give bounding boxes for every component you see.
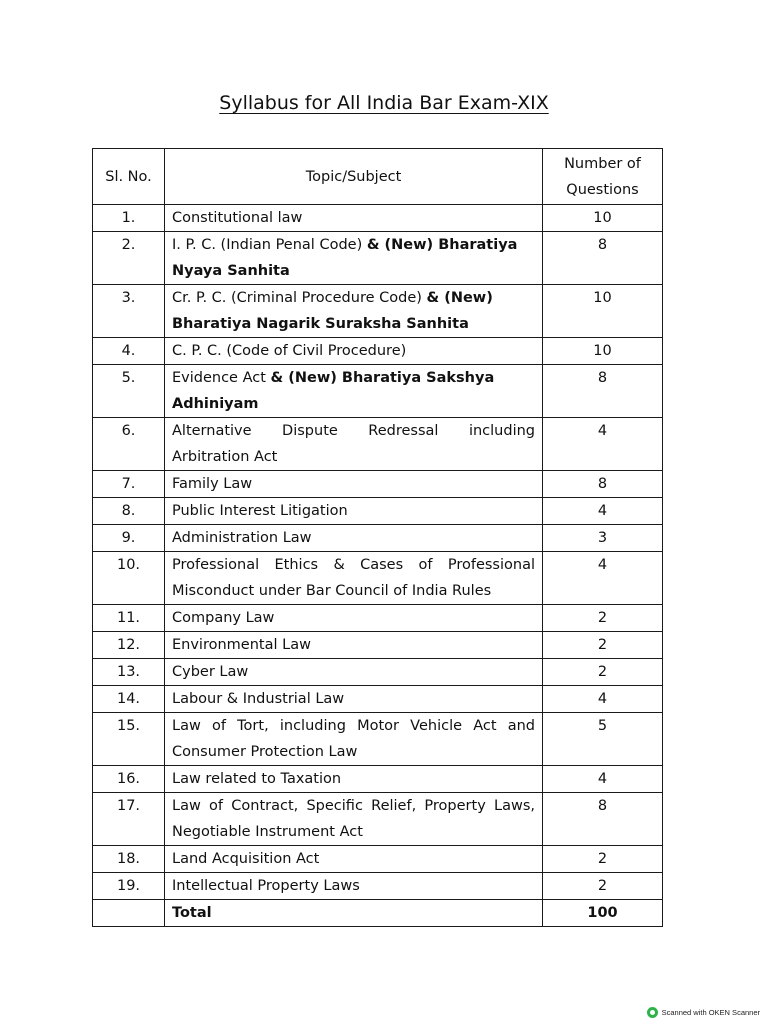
- row-topic: [165, 471, 543, 498]
- row-question-count: 8: [543, 365, 663, 418]
- row-question-count: 2: [543, 846, 663, 873]
- row-topic: [165, 793, 543, 846]
- row-question-count: 2: [543, 659, 663, 686]
- scanner-watermark-text: Scanned with OKEN Scanner: [661, 1008, 760, 1017]
- row-topic: [165, 232, 543, 285]
- row-topic: [165, 338, 543, 365]
- row-sl-no: 15.: [93, 713, 165, 766]
- row-question-count: 4: [543, 418, 663, 471]
- row-topic-text: Professional Ethics & Cases of Professional Misconduct under Bar Council of India Rules: [172, 557, 535, 599]
- row-question-count: 4: [543, 686, 663, 713]
- row-topic-text: Alternative Dispute Redressal including Arbitration Act: [172, 423, 535, 465]
- total-label: Total: [165, 900, 543, 927]
- row-sl-no: 8.: [93, 498, 165, 525]
- row-sl-no: 13.: [93, 659, 165, 686]
- row-topic-text: Company Law: [172, 610, 275, 626]
- header-question-count: Number of Questions: [543, 149, 663, 205]
- row-sl-no: 6.: [93, 418, 165, 471]
- row-sl-no: 11.: [93, 605, 165, 632]
- row-topic: [165, 205, 543, 232]
- table-body: [93, 205, 663, 900]
- row-topic-text: Intellectual Property Laws: [172, 878, 360, 894]
- row-sl-no: 10.: [93, 552, 165, 605]
- row-sl-no: 7.: [93, 471, 165, 498]
- row-topic-text: Law of Contract, Specific Relief, Property Laws, Negotiable Instrument Act: [172, 798, 535, 840]
- row-sl-no: 5.: [93, 365, 165, 418]
- row-question-count: 3: [543, 525, 663, 552]
- row-topic-text: Labour & Industrial Law: [172, 691, 345, 707]
- row-sl-no: 12.: [93, 632, 165, 659]
- row-sl-no: 9.: [93, 525, 165, 552]
- row-question-count: 5: [543, 713, 663, 766]
- table-header-row: [93, 149, 663, 205]
- oken-scanner-logo-icon: [647, 1007, 658, 1018]
- table-row: [93, 793, 663, 846]
- table-row: [93, 605, 663, 632]
- row-topic-new-law: & (New) Bharatiya Sakshya Adhiniyam: [172, 370, 495, 412]
- scanner-watermark: [647, 1007, 760, 1018]
- row-topic: [165, 873, 543, 900]
- row-topic: [165, 766, 543, 793]
- table-row: [93, 285, 663, 338]
- table-row: [93, 552, 663, 605]
- row-topic-text: Public Interest Litigation: [172, 503, 348, 519]
- row-sl-no: 17.: [93, 793, 165, 846]
- table-row: [93, 873, 663, 900]
- row-question-count: 8: [543, 471, 663, 498]
- row-topic: [165, 632, 543, 659]
- table-row: [93, 471, 663, 498]
- row-sl-no: 1.: [93, 205, 165, 232]
- table-row: [93, 498, 663, 525]
- row-topic: [165, 418, 543, 471]
- row-topic-text: Constitutional law: [172, 210, 303, 226]
- row-topic-text: Law related to Taxation: [172, 771, 342, 787]
- row-question-count: 8: [543, 793, 663, 846]
- row-topic-text: Cyber Law: [172, 664, 249, 680]
- row-topic: [165, 552, 543, 605]
- table-row: [93, 659, 663, 686]
- header-topic: Topic/Subject: [165, 149, 543, 205]
- table-row: [93, 686, 663, 713]
- row-topic-text: Administration Law: [172, 530, 312, 546]
- row-sl-no: 4.: [93, 338, 165, 365]
- row-topic-text: Law of Tort, including Motor Vehicle Act and Consumer Protection Law: [172, 718, 535, 760]
- row-question-count: 2: [543, 873, 663, 900]
- row-topic: [165, 713, 543, 766]
- row-question-count: 10: [543, 338, 663, 365]
- header-sl-no: Sl. No.: [93, 149, 165, 205]
- table-row: [93, 846, 663, 873]
- row-question-count: 10: [543, 205, 663, 232]
- table-row: [93, 232, 663, 285]
- table-row: [93, 525, 663, 552]
- row-question-count: 2: [543, 605, 663, 632]
- row-sl-no: 14.: [93, 686, 165, 713]
- row-topic-text: Evidence Act: [172, 370, 266, 386]
- row-question-count: 4: [543, 766, 663, 793]
- row-topic-text: C. P. C. (Code of Civil Procedure): [172, 343, 407, 359]
- table-row: [93, 632, 663, 659]
- total-row: [93, 900, 663, 927]
- row-question-count: 8: [543, 232, 663, 285]
- row-topic-text: Environmental Law: [172, 637, 311, 653]
- row-topic-text: Cr. P. C. (Criminal Procedure Code): [172, 290, 422, 306]
- row-sl-no: 19.: [93, 873, 165, 900]
- row-topic-text: Land Acquisition Act: [172, 851, 320, 867]
- row-question-count: 2: [543, 632, 663, 659]
- row-sl-no: 18.: [93, 846, 165, 873]
- row-question-count: 4: [543, 498, 663, 525]
- table-row: [93, 418, 663, 471]
- row-sl-no: 2.: [93, 232, 165, 285]
- total-sl-cell: [93, 900, 165, 927]
- table-row: [93, 766, 663, 793]
- row-topic: [165, 605, 543, 632]
- document-title: [0, 92, 768, 114]
- row-topic: [165, 365, 543, 418]
- row-topic-text: Family Law: [172, 476, 253, 492]
- row-topic: [165, 285, 543, 338]
- document-title-text: Syllabus for All India Bar Exam-XIX: [219, 92, 549, 114]
- total-count: 100: [543, 900, 663, 927]
- row-topic-new-law: & (New) Bharatiya Nyaya Sanhita: [172, 237, 518, 279]
- table-row: [93, 713, 663, 766]
- table-row: [93, 365, 663, 418]
- table-row: [93, 205, 663, 232]
- row-topic-new-law: & (New) Bharatiya Nagarik Suraksha Sanhita: [172, 290, 493, 332]
- row-topic: [165, 525, 543, 552]
- row-topic: [165, 498, 543, 525]
- row-topic: [165, 659, 543, 686]
- syllabus-table: [92, 148, 663, 927]
- row-question-count: 10: [543, 285, 663, 338]
- row-topic: [165, 846, 543, 873]
- row-sl-no: 16.: [93, 766, 165, 793]
- row-topic-text: I. P. C. (Indian Penal Code): [172, 237, 363, 253]
- row-sl-no: 3.: [93, 285, 165, 338]
- row-question-count: 4: [543, 552, 663, 605]
- table-row: [93, 338, 663, 365]
- row-topic: [165, 686, 543, 713]
